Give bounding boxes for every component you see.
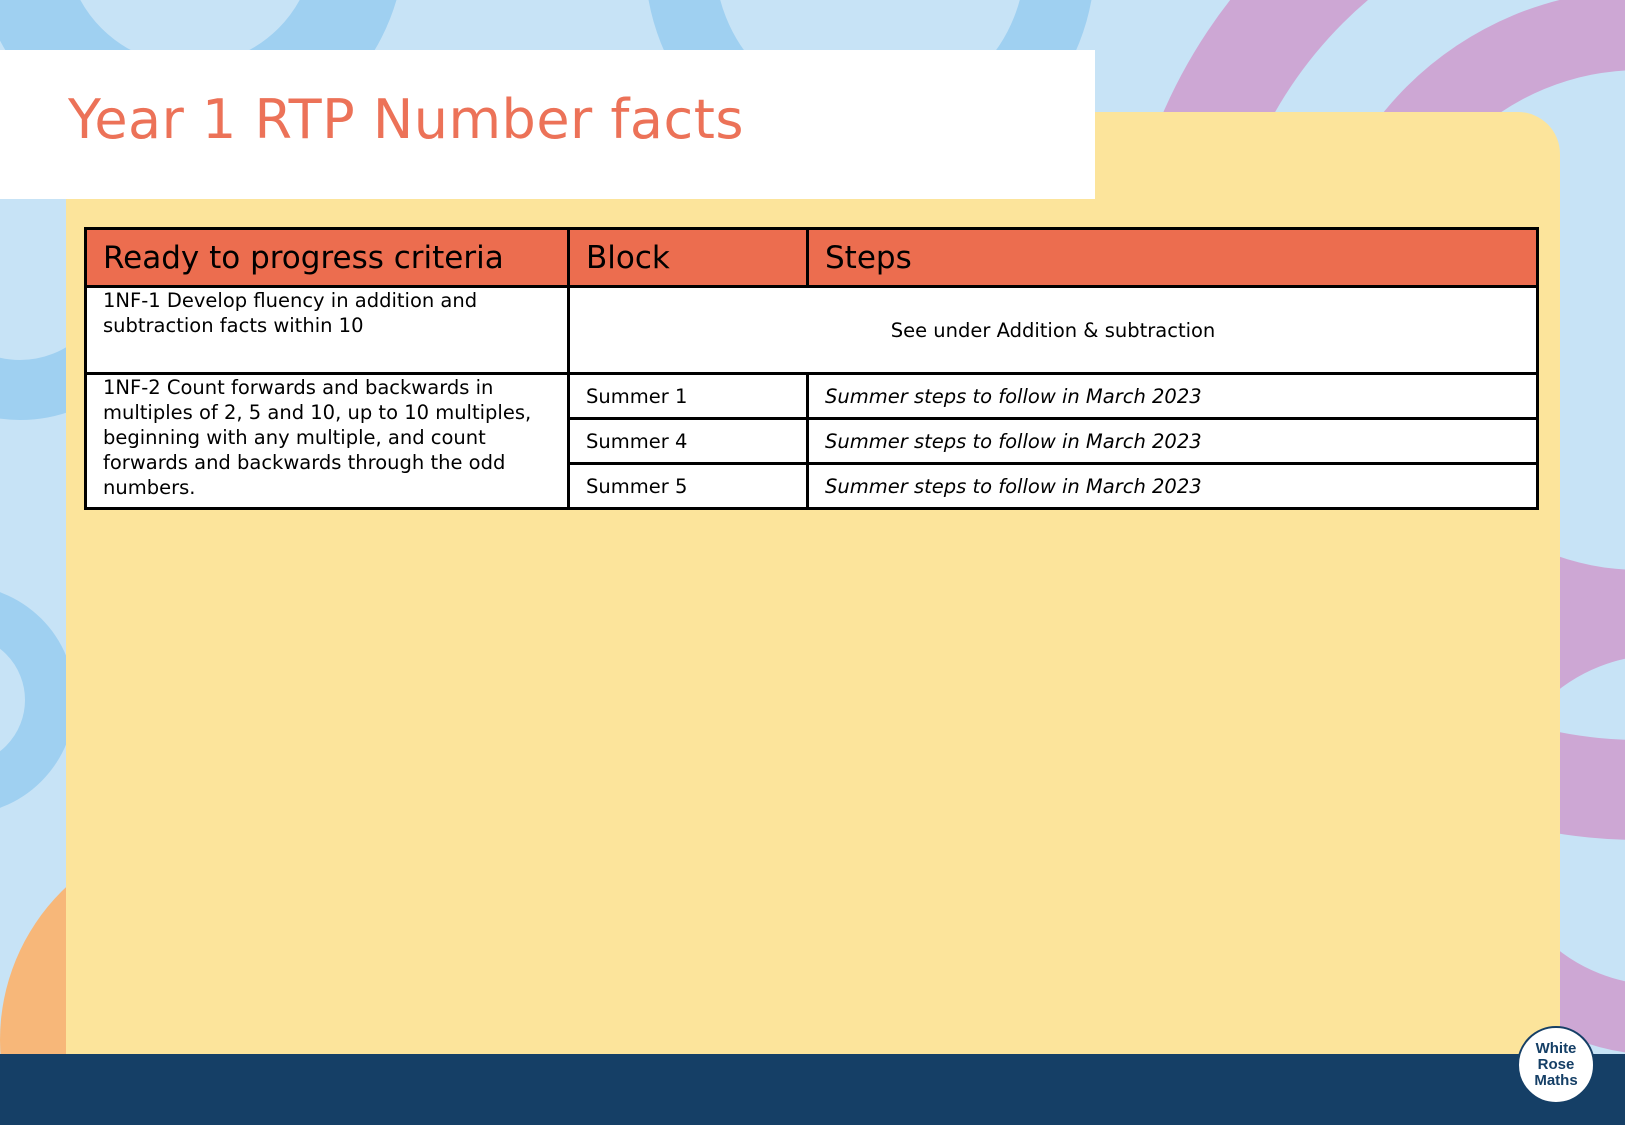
steps-cell: Summer steps to follow in March 2023 bbox=[808, 464, 1538, 509]
page-title: Year 1 RTP Number facts bbox=[68, 88, 745, 151]
logo-line-3: Maths bbox=[1534, 1072, 1578, 1089]
steps-cell: Summer steps to follow in March 2023 bbox=[808, 374, 1538, 419]
table-row bbox=[86, 374, 1538, 419]
logo-line-1: White bbox=[1535, 1040, 1577, 1057]
header-criteria: Ready to progress criteria bbox=[86, 229, 569, 287]
block-cell: Summer 1 bbox=[569, 374, 808, 419]
footer-bar bbox=[0, 1054, 1625, 1125]
logo-line-2: Rose bbox=[1537, 1056, 1575, 1073]
table-row bbox=[86, 287, 1538, 374]
see-under-note: See under Addition & subtraction bbox=[569, 287, 1538, 374]
rtp-table bbox=[84, 227, 1539, 510]
block-cell: Summer 4 bbox=[569, 419, 808, 464]
steps-cell: Summer steps to follow in March 2023 bbox=[808, 419, 1538, 464]
block-cell: Summer 5 bbox=[569, 464, 808, 509]
rose-logo-icon bbox=[1517, 1026, 1595, 1104]
criteria-cell: 1NF-1 Develop fluency in addition and subtraction facts within 10 bbox=[86, 287, 569, 374]
header-block: Block bbox=[569, 229, 808, 287]
table-header-row bbox=[86, 229, 1538, 287]
criteria-cell: 1NF-2 Count forwards and backwards in multiples of 2, 5 and 10, up to 10 multiples, beginning with any multiple, and count forwards and backwards through the odd numbers. bbox=[86, 374, 569, 509]
header-steps: Steps bbox=[808, 229, 1538, 287]
